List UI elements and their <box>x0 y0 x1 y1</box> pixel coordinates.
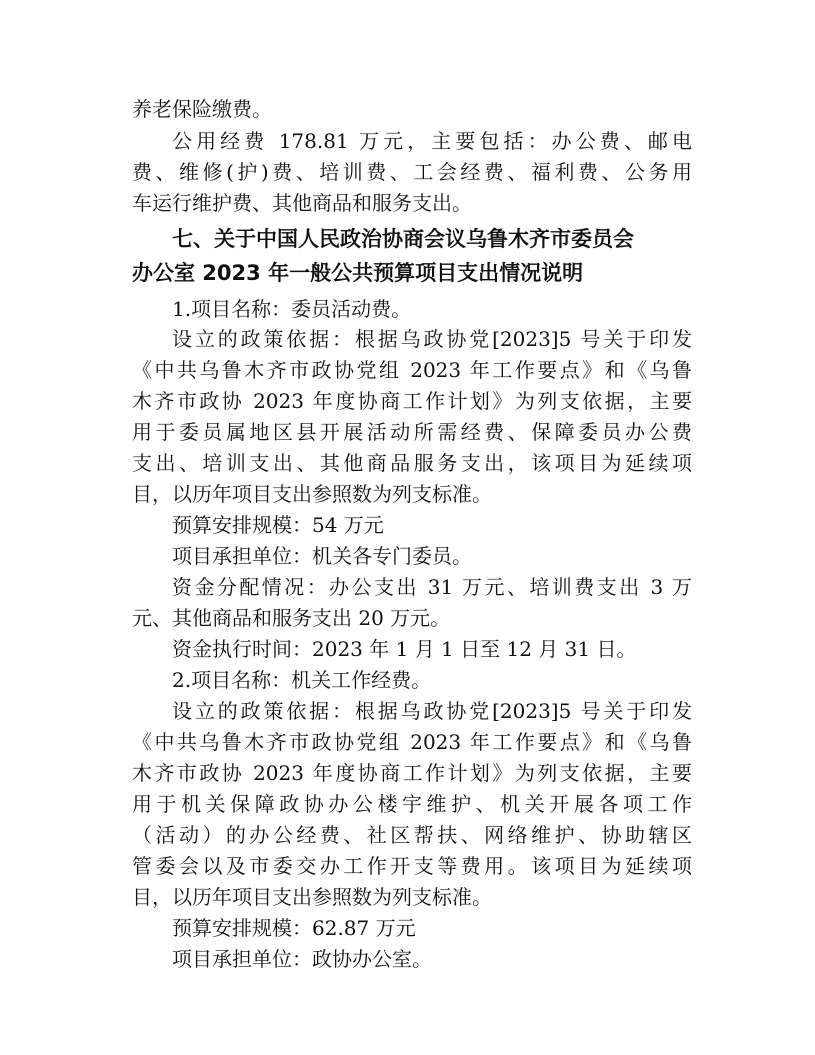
section-heading: 办公室 2023 年一般公共预算项目支出情况说明 <box>132 261 584 285</box>
body-line: 预算安排规模：54 万元 <box>172 513 384 537</box>
body-line: 资金分配情况：办公支出 31 万元、培训费支出 3 万 <box>172 575 692 599</box>
body-line: 木齐市政协 2023 年度协商工作计划》为列支依据，主要 <box>132 761 692 785</box>
body-line: 《中共乌鲁木齐市政协党组 2023 年工作要点》和《乌鲁 <box>132 730 692 754</box>
body-line: 《中共乌鲁木齐市政协党组 2023 年工作要点》和《乌鲁 <box>132 358 692 382</box>
body-line: 项目承担单位：机关各专门委员。 <box>172 544 472 568</box>
body-line: 车运行维护费、其他商品和服务支出。 <box>132 191 472 215</box>
body-line: 设立的政策依据：根据乌政协党[2023]5 号关于印发 <box>172 699 692 723</box>
body-line: 木齐市政协 2023 年度协商工作计划》为列支依据，主要 <box>132 389 692 413</box>
body-line: 预算安排规模：62.87 万元 <box>172 916 416 940</box>
body-line: 养老保险缴费。 <box>132 97 272 121</box>
body-line: 用于机关保障政协办公楼宇维护、机关开展各项工作 <box>132 792 692 816</box>
body-line: 支出、培训支出、其他商品服务支出，该项目为延续项 <box>132 451 692 475</box>
body-line: 目，以历年项目支出参照数为列支标准。 <box>132 885 492 909</box>
body-line: 设立的政策依据：根据乌政协党[2023]5 号关于印发 <box>172 327 692 351</box>
body-line: 资金执行时间：2023 年 1 月 1 日至 12 月 31 日。 <box>172 637 637 661</box>
body-line: （活动）的办公经费、社区帮扶、网络维护、协助辖区 <box>132 823 692 847</box>
body-line: 1.项目名称：委员活动费。 <box>172 297 412 321</box>
body-line: 费、维修(护)费、培训费、工会经费、福利费、公务用 <box>132 160 692 184</box>
section-heading: 七、关于中国人民政治协商会议乌鲁木齐市委员会 <box>172 227 634 251</box>
body-line: 2.项目名称：机关工作经费。 <box>172 668 432 692</box>
body-line: 元、其他商品和服务支出 20 万元。 <box>132 606 451 630</box>
body-line: 公用经费 178.81 万元，主要包括：办公费、邮电 <box>172 129 692 153</box>
body-line: 用于委员属地区县开展活动所需经费、保障委员办公费 <box>132 420 692 444</box>
body-line: 项目承担单位：政协办公室。 <box>172 947 432 971</box>
body-line: 管委会以及市委交办工作开支等费用。该项目为延续项 <box>132 854 692 878</box>
body-line: 目，以历年项目支出参照数为列支标准。 <box>132 482 492 506</box>
